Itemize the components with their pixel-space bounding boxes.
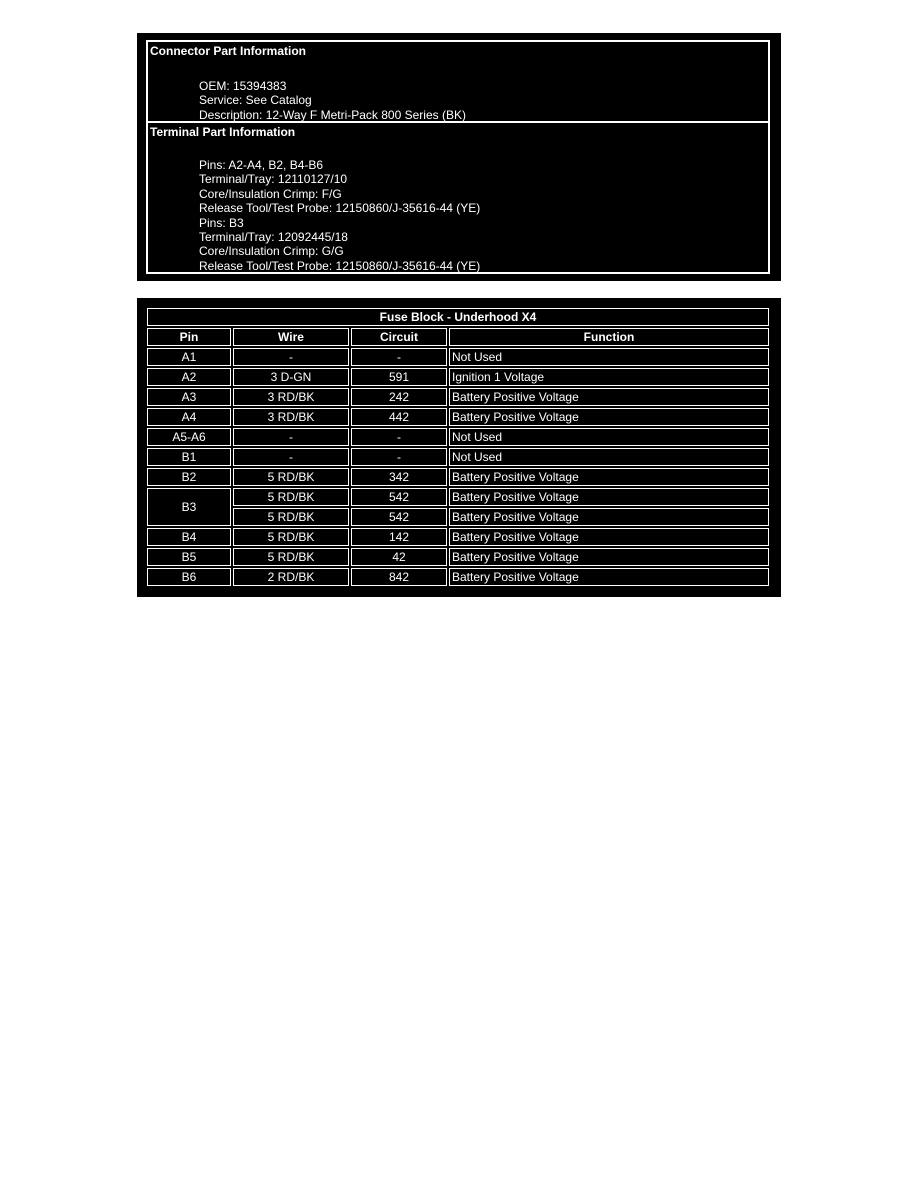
cell-pin: A3 bbox=[147, 388, 231, 406]
cell-pin: B4 bbox=[147, 528, 231, 546]
header-pin: Pin bbox=[147, 328, 231, 346]
table-title: Fuse Block - Underhood X4 bbox=[147, 308, 769, 326]
table-row bbox=[147, 528, 769, 546]
cell-pin: A2 bbox=[147, 368, 231, 386]
pinout-table bbox=[145, 306, 771, 588]
cell-function: Not Used bbox=[449, 348, 769, 366]
table-row bbox=[147, 508, 769, 526]
cell-function: Ignition 1 Voltage bbox=[449, 368, 769, 386]
cell-circuit: 591 bbox=[351, 368, 447, 386]
terminal-info-line: Release Tool/Test Probe: 12150860/J-35616-44 (YE) bbox=[199, 201, 481, 216]
cell-circuit: 842 bbox=[351, 568, 447, 586]
cell-wire: 5 RD/BK bbox=[233, 528, 349, 546]
cell-function: Battery Positive Voltage bbox=[449, 488, 769, 506]
cell-circuit: - bbox=[351, 348, 447, 366]
cell-pin: A5-A6 bbox=[147, 428, 231, 446]
cell-circuit: 242 bbox=[351, 388, 447, 406]
cell-wire: 5 RD/BK bbox=[233, 508, 349, 526]
connector-service-line: Service: See Catalog bbox=[199, 93, 312, 108]
terminal-part-info-box bbox=[146, 121, 770, 274]
cell-pin: B6 bbox=[147, 568, 231, 586]
table-row bbox=[147, 448, 769, 466]
table-row bbox=[147, 368, 769, 386]
pinout-panel bbox=[137, 298, 781, 597]
cell-function: Not Used bbox=[449, 448, 769, 466]
table-row bbox=[147, 388, 769, 406]
cell-function: Battery Positive Voltage bbox=[449, 548, 769, 566]
cell-wire: 5 RD/BK bbox=[233, 468, 349, 486]
cell-pin: B5 bbox=[147, 548, 231, 566]
terminal-info-line: Core/Insulation Crimp: F/G bbox=[199, 186, 342, 201]
cell-pin: A1 bbox=[147, 348, 231, 366]
header-wire: Wire bbox=[233, 328, 349, 346]
cell-wire: 3 D-GN bbox=[233, 368, 349, 386]
table-row bbox=[147, 348, 769, 366]
cell-circuit: 342 bbox=[351, 468, 447, 486]
cell-function: Battery Positive Voltage bbox=[449, 528, 769, 546]
connector-description-line: Description: 12-Way F Metri-Pack 800 Series (BK) bbox=[199, 107, 466, 122]
cell-wire: - bbox=[233, 428, 349, 446]
connector-oem-line: OEM: 15394383 bbox=[199, 79, 287, 93]
table-row bbox=[147, 548, 769, 566]
cell-circuit: 42 bbox=[351, 548, 447, 566]
cell-function: Battery Positive Voltage bbox=[449, 388, 769, 406]
cell-wire: 3 RD/BK bbox=[233, 408, 349, 426]
cell-circuit: - bbox=[351, 448, 447, 466]
cell-circuit: 542 bbox=[351, 488, 447, 506]
terminal-info-line: Terminal/Tray: 12092445/18 bbox=[199, 229, 348, 244]
terminal-info-line: Core/Insulation Crimp: G/G bbox=[199, 244, 344, 259]
cell-function: Battery Positive Voltage bbox=[449, 408, 769, 426]
terminal-info-line: Terminal/Tray: 12110127/10 bbox=[199, 172, 348, 187]
header-circuit: Circuit bbox=[351, 328, 447, 346]
cell-wire: 5 RD/BK bbox=[233, 488, 349, 506]
terminal-part-info-list bbox=[199, 158, 480, 273]
table-row bbox=[147, 428, 769, 446]
cell-pin: B1 bbox=[147, 448, 231, 466]
table-title-row bbox=[147, 308, 769, 326]
terminal-part-info-heading: Terminal Part Information bbox=[150, 125, 296, 139]
cell-function: Battery Positive Voltage bbox=[449, 568, 769, 586]
cell-circuit: 442 bbox=[351, 408, 447, 426]
cell-circuit: - bbox=[351, 428, 447, 446]
header-function: Function bbox=[449, 328, 769, 346]
cell-wire: 2 RD/BK bbox=[233, 568, 349, 586]
cell-wire: 3 RD/BK bbox=[233, 388, 349, 406]
cell-pin: B2 bbox=[147, 468, 231, 486]
cell-circuit: 542 bbox=[351, 508, 447, 526]
cell-circuit: 142 bbox=[351, 528, 447, 546]
cell-function: Not Used bbox=[449, 428, 769, 446]
terminal-info-line: Pins: B3 bbox=[199, 215, 244, 230]
table-row bbox=[147, 408, 769, 426]
table-header-row bbox=[147, 328, 769, 346]
cell-pin: B3 bbox=[147, 488, 231, 526]
cell-function: Battery Positive Voltage bbox=[449, 468, 769, 486]
cell-wire: - bbox=[233, 348, 349, 366]
cell-wire: - bbox=[233, 448, 349, 466]
connector-info-panel bbox=[137, 33, 781, 281]
terminal-info-line: Pins: A2-A4, B2, B4-B6 bbox=[199, 158, 324, 172]
table-row bbox=[147, 488, 769, 506]
cell-pin: A4 bbox=[147, 408, 231, 426]
table-row bbox=[147, 568, 769, 586]
cell-wire: 5 RD/BK bbox=[233, 548, 349, 566]
table-row bbox=[147, 468, 769, 486]
terminal-info-line: Release Tool/Test Probe: 12150860/J-35616-44 (YE) bbox=[199, 258, 481, 273]
cell-function: Battery Positive Voltage bbox=[449, 508, 769, 526]
connector-part-info-list bbox=[199, 79, 466, 122]
connector-part-info-box bbox=[146, 40, 770, 123]
connector-part-info-heading: Connector Part Information bbox=[150, 44, 307, 58]
